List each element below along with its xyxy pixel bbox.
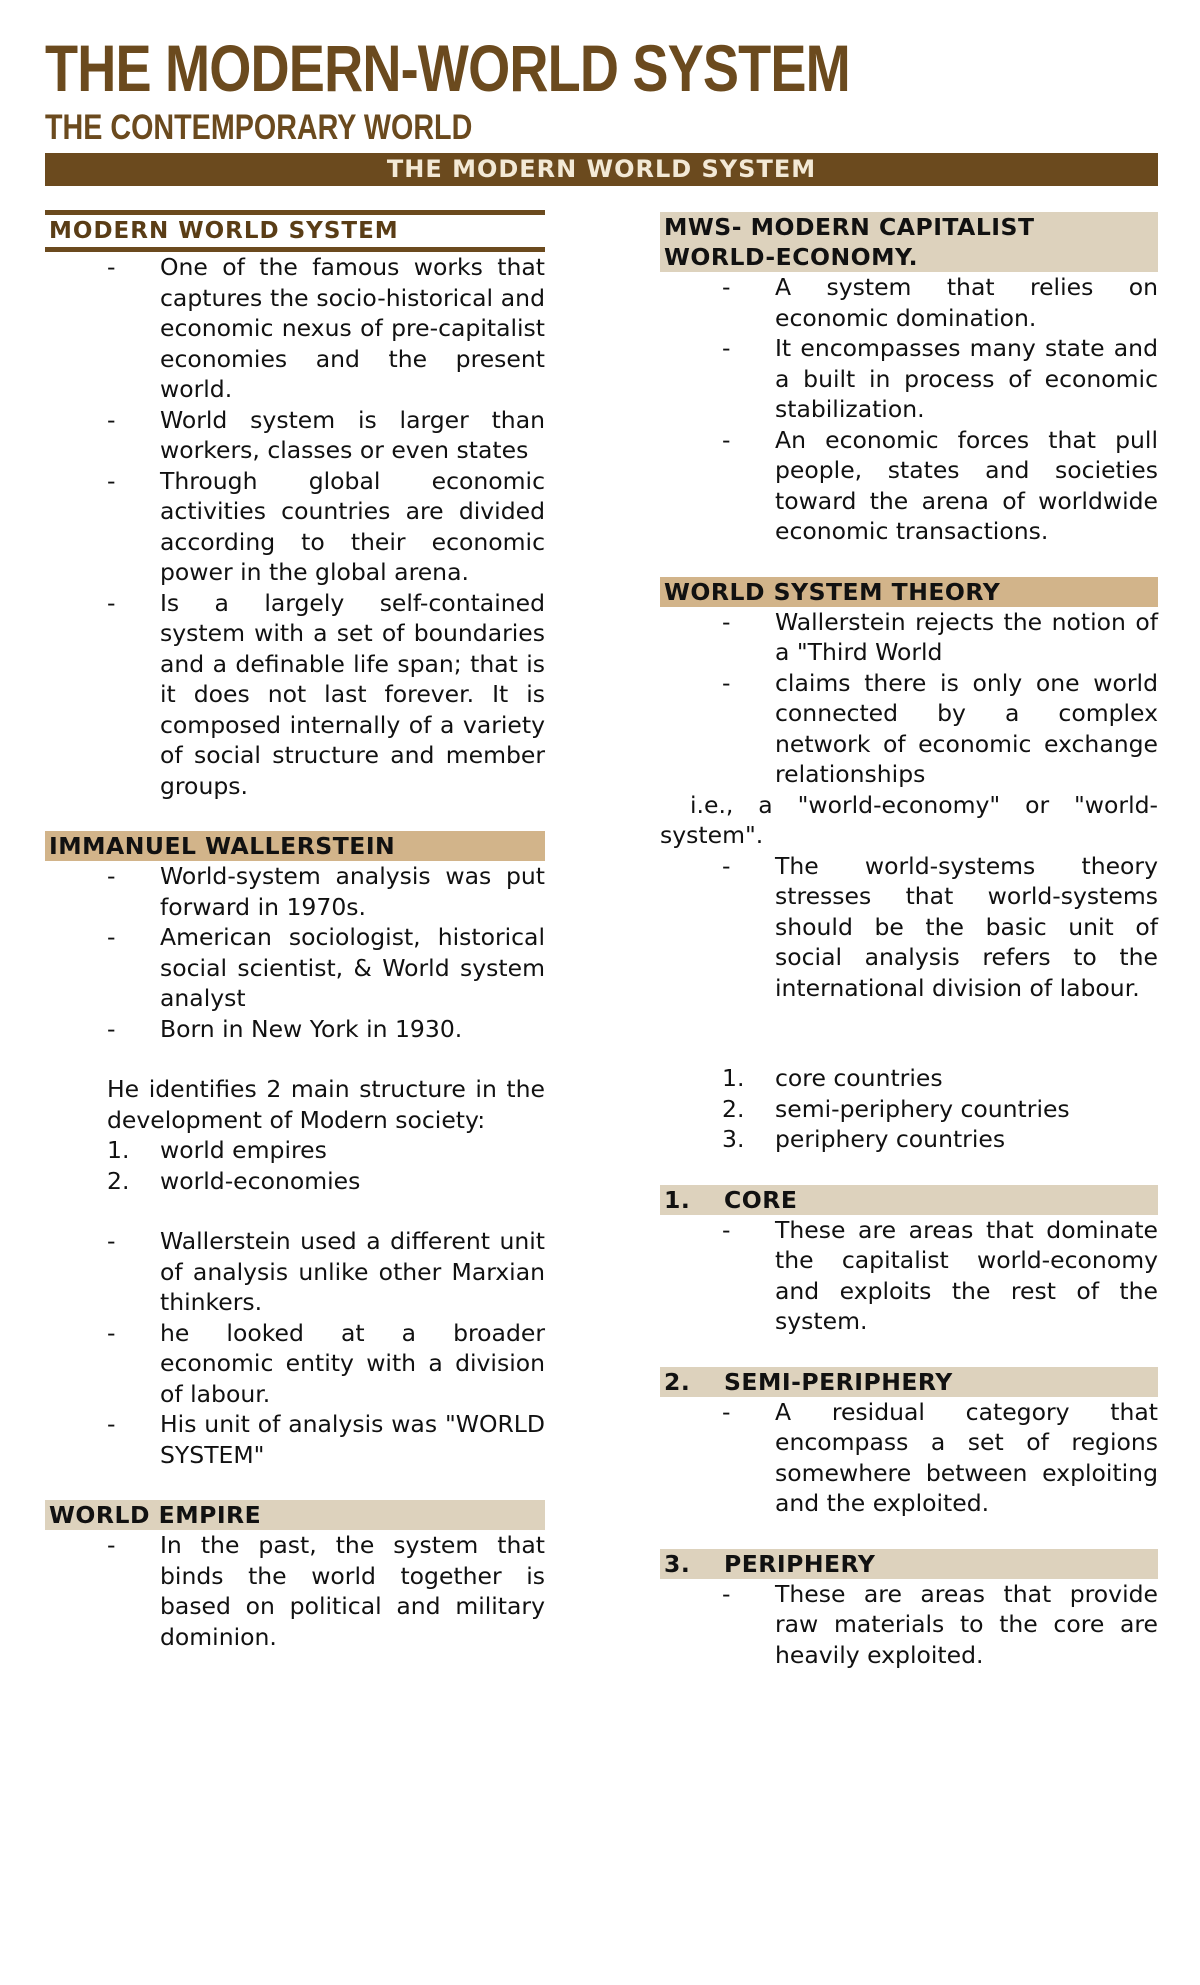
- periphery-bullet-list: [660, 1579, 1158, 1671]
- list-item: - It encompasses many state and a built in process of economic stabilization.: [722, 334, 1158, 423]
- list-item: - These are areas that provide raw materials to the core are heavily exploited.: [722, 1579, 1158, 1669]
- list-item: - One of the famous works that captures the socio-historical and economic nexus of pre-capitalist economies and the present world.: [107, 253, 545, 403]
- list-item: - Born in New York in 1930.: [107, 1014, 463, 1043]
- semi-periphery-bullet-list: [660, 1397, 1158, 1519]
- wallerstein-analysis-list: [45, 1226, 545, 1470]
- capitalist-bullet-list: [660, 272, 1158, 547]
- mws-bullet-list: [45, 252, 545, 801]
- list-item: - These are areas that dominate the capitalist world-economy and exploits the rest of the system.: [722, 1215, 1158, 1335]
- heading-periphery: 3. PERIPHERY: [660, 1549, 1158, 1579]
- section-banner: THE MODERN WORLD SYSTEM: [45, 153, 1158, 186]
- heading-immanuel-wallerstein: IMMANUEL WALLERSTEIN: [45, 831, 545, 861]
- heading-line-2: WORLD-ECONOMY.: [664, 243, 919, 271]
- core-bullet-list: [660, 1215, 1158, 1337]
- document-subtitle: THE CONTEMPORARY WORLD: [45, 108, 473, 147]
- list-item: - World-system analysis was put forward in 1970s.: [107, 862, 545, 921]
- list-item: - American sociologist, historical social scientist, & World system analyst: [107, 923, 545, 1012]
- heading-semi-periphery: 2. SEMI-PERIPHERY: [660, 1367, 1158, 1397]
- list-item: - Is a largely self-contained system with a set of boundaries and a definable life span; that is it does not last forever. It is composed internally of a variety of social structure and member groups.: [107, 588, 545, 800]
- country-levels-list: [660, 1063, 1158, 1155]
- list-item: - A residual category that encompass a set of regions somewhere between exploiting and the exploited.: [722, 1397, 1158, 1517]
- list-item: - Wallerstein used a different unit of analysis unlike other Marxian thinkers.: [107, 1227, 545, 1316]
- heading-world-empire: WORLD EMPIRE: [45, 1500, 545, 1530]
- heading-mws-capitalist: [660, 212, 1158, 272]
- wallerstein-intro: He identifies 2 main structure in the development of Modern society:: [107, 1075, 545, 1134]
- left-column: [45, 210, 545, 1652]
- list-item: - A system that relies on economic domination.: [722, 273, 1158, 332]
- list-item: 2. semi-periphery countries: [722, 1094, 1070, 1123]
- heading-line-1: MWS- MODERN CAPITALIST: [664, 213, 1035, 241]
- list-item: - Through global economic activities countries are divided according to their economic power in the global arena.: [107, 466, 545, 586]
- list-item: - he looked at a broader economic entity with a division of labour.: [107, 1318, 545, 1408]
- right-column: [660, 212, 1158, 1670]
- empire-bullet-list: [45, 1530, 545, 1652]
- list-item: - His unit of analysis was "WORLD SYSTEM": [107, 1410, 545, 1469]
- list-item: 3. periphery countries: [722, 1125, 1006, 1153]
- list-item: 1. world empires: [107, 1136, 327, 1164]
- wallerstein-bullet-list: [45, 861, 545, 1044]
- theory-bullet-list-2: [660, 851, 1158, 1004]
- theory-ie-note: i.e., a "world-economy" or "world-system".: [660, 790, 1158, 849]
- list-item: - Wallerstein rejects the notion of a "Third World: [722, 607, 1158, 666]
- theory-bullet-list: [660, 607, 1158, 790]
- heading-world-system-theory: WORLD SYSTEM THEORY: [660, 577, 1158, 607]
- list-item: - In the past, the system that binds the world together is based on political and military dominion.: [107, 1531, 545, 1651]
- heading-core: 1. CORE: [660, 1185, 1158, 1215]
- list-item: - The world-systems theory stresses that world-systems should be the basic unit of social analysis refers to the international division of labour.: [722, 851, 1158, 1002]
- heading-modern-world-system: MODERN WORLD SYSTEM: [45, 210, 545, 252]
- list-item: 2. world-economies: [107, 1166, 361, 1195]
- list-item: - An economic forces that pull people, states and societies toward the arena of worldwide economic transactions.: [722, 425, 1158, 545]
- structure-list: [45, 1135, 545, 1196]
- list-item: 1. core countries: [722, 1064, 943, 1092]
- list-item: - claims there is only one world connected by a complex network of economic exchange relationships: [722, 668, 1158, 788]
- document-title: THE MODERN-WORLD SYSTEM: [45, 31, 850, 105]
- list-item: - World system is larger than workers, classes or even states: [107, 405, 545, 464]
